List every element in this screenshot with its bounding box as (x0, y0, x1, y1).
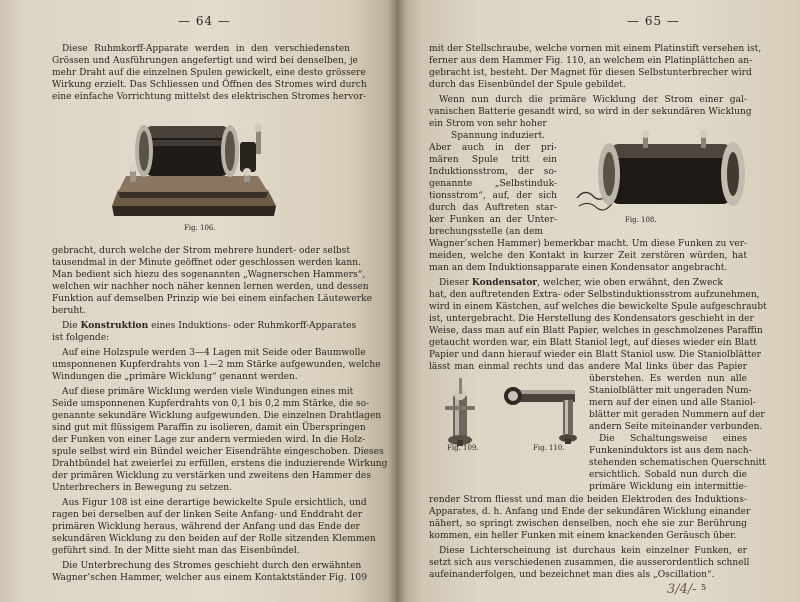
text-line: Apparates, d. h. Anfang und Ende der sekundären Wicklung einander (429, 507, 751, 517)
text-line: ker Funken an der Unter- (429, 215, 557, 225)
text-line: sekundären Wicklung zu den beiden auf der Rolle sitzenden Klemmen (52, 534, 376, 544)
text-line: aufeinanderfolgen, und bezeichnet man dies als „Oscillation“. (429, 570, 715, 580)
text-line: kommen, ein heller Funken mit einem knackenden Geräusch über. (429, 531, 737, 541)
text-line: meiden, welche den Kontakt in kurzer Zeit zerstören würden, hat (429, 251, 747, 261)
figure-109-caption: Fig. 109. (447, 444, 479, 452)
text-line: ersichtlich. Sobald nun durch die (589, 470, 747, 480)
text-line: mern auf der einen und alle Staniol- (589, 398, 756, 408)
text-line: ist folgende: (52, 333, 110, 343)
text-line: Wagner’schen Hammer, welcher aus einem Kontaktständer Fig. 109 (52, 573, 367, 583)
text-line: getaucht worden war, ein Blatt Staniol legt, auf dieses wieder ein Blatt (429, 338, 757, 348)
wound-coil-illustration (567, 128, 763, 220)
text-line: man an dem Induktionsapparate einen Kondensator angebracht. (429, 263, 728, 273)
figure-110-caption: Fig. 110. (533, 444, 565, 452)
text-line: Wenn nun durch die primäre Wicklung der Strom einer gal- (439, 95, 747, 105)
text-line: lässt man einmal rechts und das andere Mal links über das Papier (429, 362, 747, 372)
left-page (0, 0, 397, 602)
text-line: Unterbrechers in Bewegung zu setzen. (52, 483, 232, 493)
text-line: primäre Wicklung ein intermittie- (589, 482, 747, 492)
text-line: vanischen Batterie gesandt wird, so wird in der sekundären Wicklung (429, 107, 752, 117)
text-line: Funkeninduktors ist aus dem nach- (589, 446, 752, 456)
text-line: durch das Eisenbündel der Spule gebildet. (429, 80, 626, 90)
text-line: wird in einem Kästchen, auf welches die bewickelte Spule aufgeschraubt (429, 302, 767, 312)
text-line: tausendmal in der Minute geöffnet oder geschlossen werden kann. (52, 258, 361, 268)
text-line: Aus Figur 108 ist eine derartige bewickelte Spule ersichtlich, und (62, 498, 367, 508)
text-line: mit der Stellschraube, welche vornen mit einem Platinstift versehen ist, (429, 44, 762, 54)
text-line: gebracht, durch welche der Strom mehrere hundert- oder selbst (52, 246, 350, 256)
keyword-konstruktion: Konstruktion (80, 320, 149, 331)
text-line: sind gut mit flüssigem Paraffin zu isolieren, damit ein Überspringen (52, 423, 366, 433)
text-line: Aber auch in der pri- (429, 143, 557, 153)
text-line: umsponnenen Kupferdrahts von 1—2 mm Stärke aufgewunden, welche (52, 360, 381, 370)
text-line: Spannung induziert. (451, 131, 546, 141)
text-line: welchen wir nachher noch näher kennen lernen werden, und dessen (52, 282, 369, 292)
text-line: Grössen und Ausführungen angefertigt und wird bei denselben, je (52, 56, 358, 66)
text-line: Papier und dann hierauf wieder ein Blatt Staniol usw. Die Staniolblätter (429, 350, 762, 360)
text-line: ragen bei derselben auf der linken Seite Anfang- und Enddraht der (52, 510, 363, 520)
text-line: der primären Wicklung zu verstärken und zweitens den Hammer des (52, 471, 371, 481)
page-number-64: — 64 — (178, 14, 231, 28)
text-line: Drahtbündel hat zweierlei zu erfüllen, erstens die induzierende Wirkung (52, 459, 388, 469)
keyword-kondensator: Kondensator (471, 277, 538, 288)
text-line: der Funken von einer Lage zur andern vermieden wird. In die Holz- (52, 435, 366, 445)
text-line: genannte sekundäre Wicklung aufgewunden. Die einzelnen Drahtlagen (52, 411, 382, 421)
figure-106-caption: Fig. 106. (184, 224, 216, 232)
induction-apparatus-illustration (108, 112, 278, 220)
text-line: stehenden schematischen Querschnitt (589, 458, 766, 468)
text-line: überstehen. Es werden nun alle (589, 374, 747, 384)
text-line: render Strom fliesst und man die beiden Elektroden des Induktions- (429, 495, 747, 505)
text-line: primären Wicklung heraus, während der Anfang und das Ende der (52, 522, 360, 532)
text-line-konstruktion: Die Konstruktion eines Induktions- oder Ruhmkorff-Apparates (62, 320, 357, 331)
text-line: blätter mit geraden Nummern auf der (589, 410, 765, 420)
text-line: mären Spule tritt ein (429, 155, 557, 165)
text-line: tionsstrom“, auf, der sich (429, 191, 557, 201)
text-line: Wagner’schen Hammer) bemerkbar macht. Um diese Funken zu ver- (429, 239, 748, 249)
text-line: Man bedient sich hiezu des sogenannten „Wagnerschen Hammers“, (52, 270, 366, 280)
text-line: nähert, so springt zwischen denselben, noch ehe sie zur Berührung (429, 519, 747, 529)
text-line: durch das Auftreten star- (429, 203, 557, 213)
text-line: geführt sind. In der Mitte sieht man das Eisenbündel. (52, 546, 300, 556)
text-line: gebracht ist, besteht. Der Magnet für diesen Selbstunterbrecher wird (429, 68, 752, 78)
text-line: hat, den auftretenden Extra- oder Selbstinduktionsstrom aufzunehmen, (429, 290, 760, 300)
text-line: Windungen die „primäre Wicklung“ genannt werden. (52, 372, 298, 382)
text-line: Auf diese primäre Wicklung werden viele Windungen eines mit (62, 387, 354, 397)
text-line: Seide umsponnenen Kupferdrahts von 0,1 bis 0,2 mm Stärke, die so- (52, 399, 370, 409)
text-line: Die Unterbrechung des Stromes geschieht durch den erwähnten (62, 561, 362, 571)
sheet-mark: 5 (701, 583, 707, 592)
text-line: Diese Ruhmkorff-Apparate werden in den verschiedensten (62, 44, 350, 54)
contact-stand-and-hammer-illustration (441, 372, 591, 450)
text-line: Diese Lichterscheinung ist durchaus kein einzelner Funken, er (439, 546, 747, 556)
text-line: ferner aus dem Hammer Fig. 110, an welchem ein Platinplättchen an- (429, 56, 753, 66)
text-line: ist, untergebracht. Die Herstellung des Kondensators geschieht in der (429, 314, 754, 324)
text-line: Staniolblätter mit ungeraden Num- (589, 386, 752, 396)
text-line: Funktion auf demselben Prinzip wie bei einem einfachen Läutewerke (52, 294, 373, 304)
book-gutter (388, 0, 406, 602)
handwritten-note: 3/4/- (667, 582, 697, 597)
text-line: ein Strom von sehr hoher (429, 119, 547, 129)
right-page (397, 0, 800, 602)
text-line: spule selbst wird ein Bündel weicher Eisendrähte eingeschoben. Dieses (52, 447, 384, 457)
text-line: Wirkung erzielt. Das Schliessen und Öffnen des Stromes wird durch (52, 80, 367, 90)
text-line: mehr Draht auf die einzelnen Spulen gewickelt, eine desto grössere (52, 68, 366, 78)
text-line: beruht. (52, 306, 86, 316)
text-line: setzt sich aus verschiedenen zusammen, die ausserordentlich schnell (429, 558, 750, 568)
figure-108-caption: Fig. 108. (625, 216, 657, 224)
text-line: Die Schaltungsweise eines (599, 434, 747, 444)
text-line: eine einfache Vorrichtung mittelst des elektrischen Stromes hervor- (52, 92, 367, 102)
text-line: Auf eine Holzspule werden 3—4 Lagen mit Seide oder Baumwolle (62, 348, 366, 358)
text-line: Induktionsstrom, der so- (429, 167, 557, 177)
page-number-65: — 65 — (627, 14, 680, 28)
text-line-kondensator: Dieser Kondensator, welcher, wie oben erwähnt, den Zweck (439, 277, 723, 288)
text-line: brechungsstelle (an dem (429, 227, 544, 237)
text-line: andern Seite miteinander verbunden. (589, 422, 763, 432)
text-line: genannte „Selbstinduk- (429, 179, 557, 189)
text-line: Weise, dass man auf ein Blatt Papier, welches in geschmolzenes Paraffin (429, 326, 763, 336)
